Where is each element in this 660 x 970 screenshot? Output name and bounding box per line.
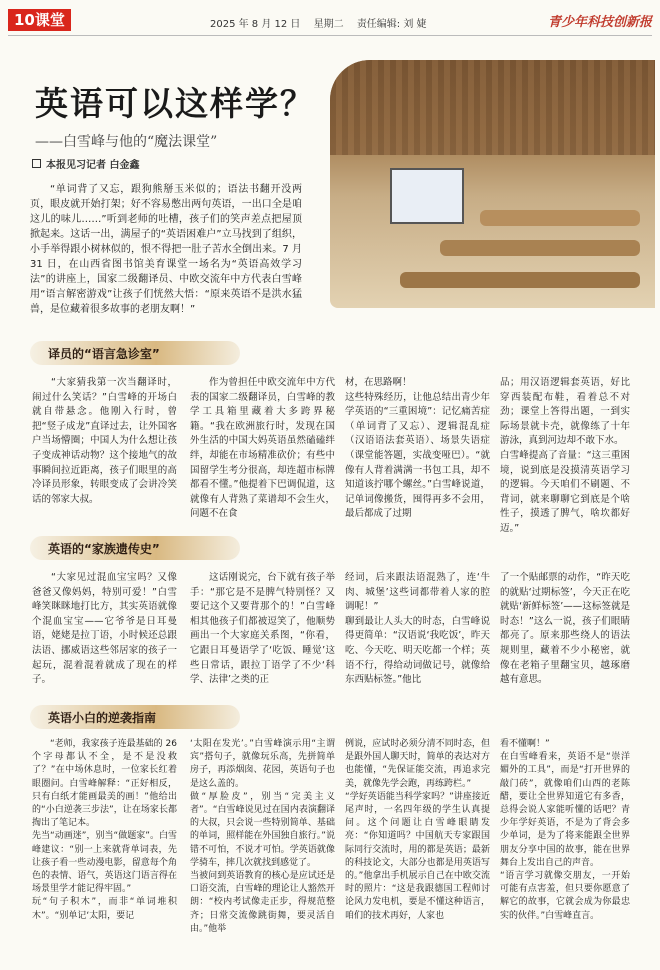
lecture-photo xyxy=(330,60,655,308)
header-divider xyxy=(8,35,652,36)
section-paragraph: 这话刚说完，台下就有孩子举手：“那它是不是脾气特别怪？又要记这个又要背那个的！”白雪峰相其他孩子们都被逗笑了，他顺势画出一个大家庭关系图，“你看，它跟日耳曼语学了‘吃饭、睡觉’这些日常话，跟拉丁语学了不少‘科学、法律’之类的正 xyxy=(190,572,335,686)
section-paragraph: “大家见过混血宝宝吗？又像爸爸又像妈妈，特别可爱！”白雪峰笑眯眯地打比方，其实英语就像个混血宝宝——它爷爷是日耳曼语，姥姥是拉丁语，小时候还总跟法语、挪威语这些邻居家的孩子一起玩，混着混着就成了现在的样子。 xyxy=(32,572,177,686)
section-paragraph: 了一个贴邮票的动作，“昨天吃的就贴‘过期标签’，今天正在吃就贴‘新鲜标签’——这标签就是时态！”这么一说，孩子们眼睛都亮了。原来那些绕人的语法规则里，藏着不少小秘密，就像在老箱子里翻宝贝，越琢磨越有意思。 xyxy=(500,572,630,686)
page-header xyxy=(0,0,660,40)
section-heading-3 xyxy=(30,705,240,729)
section-heading-2 xyxy=(30,536,240,560)
section-heading-text: 英语小白的逆袭指南 xyxy=(48,711,157,725)
section-paragraph: “大家猜我第一次当翻译时，闹过什么笑话？”白雪峰的开场白就自带悬念。他刚入行时，曾把“竖子成龙”直译过去，让外国客户当场懵圈；中国人为什么想让孩子变成神话动物？这个接地气的故事瞬间拉近距离，孩子们眼里的高冷译员形象，转眼变成了会讲冷笑话的邻家大叔。 xyxy=(32,377,177,505)
section-3-column-1 xyxy=(32,738,177,923)
photo-audience-row xyxy=(480,210,640,226)
byline-text: 本报见习记者 白金鑫 xyxy=(46,160,140,171)
section-3-column-2 xyxy=(190,738,335,936)
section-2-column-3 xyxy=(345,571,490,688)
section-paragraph: 例说，应试时必须分清不同时态，但是跟外国人聊天时，简单的表达对方也能懂，“先保证能交流，再追求完美，就像先学会跑，再练跨栏。” “学好英语能当科学家吗？”讲座接近尾声时，一名四年级的学生认真提问。这个问题让白雪峰眼睛发亮：“你知道吗？中国航天专家跟国际同行交流时，用的都是英语；最新的科技论文，大部分也都是用英语写的。”他拿出手机展示自己在中欧交流时的照片：“这是我跟德国工程师讨论风力发电机，要是不懂这种语言，咱们的技术再好，人家也 xyxy=(345,739,490,921)
section-paragraph: 品；用汉语逻辑套英语，好比穿西装配布鞋，看着总不对劲；课堂上答得出题，一到实际场景就卡壳，就像练了十年游泳，真到河边却不敢下水。 白雪峰提高了音量：“这三重困境，说到底是没摸清英语学习的逻辑。今天咱们不刷题、不背词，就来聊聊它到底是个啥性子，摸透了脾气，啥坎都好迈。” xyxy=(500,377,630,534)
section-2-column-2 xyxy=(190,571,335,688)
newspaper-brand-logo: 青少年科技创新报 xyxy=(547,15,652,30)
issue-meta xyxy=(210,15,437,30)
issue-weekday: 星期二 xyxy=(313,19,344,30)
article-byline xyxy=(32,156,139,171)
section-heading-text: 英语的“家族遗传史” xyxy=(48,542,160,556)
photo-audience-row xyxy=(440,240,640,256)
section-heading-text: 译员的“语言急诊室” xyxy=(48,347,160,361)
section-1-column-2 xyxy=(190,376,335,522)
section-1-column-4 xyxy=(500,376,630,537)
photo-wall xyxy=(330,60,655,155)
section-3-column-3 xyxy=(345,738,490,923)
article-intro: “单词背了又忘，跟狗熊掰玉米似的；语法书翻开没两页，眼皮就开始打架；好不容易憋出两句英语，一出口全是咱这儿的味儿……”听到老师的吐槽，孩子们的笑声差点把屋顶掀起来。这话一出，满屋子的“英语困难户”立马找到了组织，小手举得跟小树林似的，恨不得把一肚子苦水全倒出来。7 月 31 日，在山西省图书馆美育课堂一场名为“英语高效学习法”的讲座上，国家二级翻译员、中欧交流年中方代表白雪峰用“语言解密游戏”让孩子们恍然大悟：“原来英语不是洪水猛兽，是位藏着很多故事的老朋友啊！” xyxy=(30,184,302,315)
article-title: 英语可以这样学？ xyxy=(35,84,315,123)
section-paragraph: “老师，我家孩子连最基础的 26 个字母都认不全，是不是没救了？”在中场休息时，一位家长红着眼圈问。白雪峰解释：“正好相反，只有白纸才能画最美的画！”他给出的“小白逆袭三步法”，让在场家长都掏出了笔记本。 先当“动画迷”，别当“做题家”。白雪峰建议：“别一上来就背单词表，先让孩子看一些动漫电影，留意每个角色的表情、语气，英语这门语言得在场景里学才能记得牢固。” 玩“句子积木”，而非“单词堆积木”。“别单记‘太阳，要记 xyxy=(32,739,177,921)
section-2-column-4 xyxy=(500,571,630,688)
page-number-tag: 10课堂 xyxy=(8,9,71,31)
section-heading-1 xyxy=(30,341,240,365)
section-1-column-1 xyxy=(32,376,177,507)
section-paragraph: 看不懂啊！” 在白雪峰看来，英语不是“崇洋媚外的工具”，而是“打开世界的敲门砖”，就像咱们山西的老陈醋，要让全世界知道它有多香，总得会说人家能听懂的话吧？青少年学好英语，不是为了背会多少单词，是为了将来能跟全世界朋友分享中国的故事，能在世界舞台上发出自己的声音。 “语言学习就像交朋友，一开始可能有点害羞，但只要你愿意了解它的故事，它就会成为你最忠实的伙伴。”白雪峰直言。 xyxy=(500,739,630,921)
section-paragraph: 作为曾担任中欧交流年中方代表的国家二级翻译员，白雪峰的教学工具箱里藏着大多跨界秘籍。“我在欧洲旅行时，发现在国外生活的中国大妈英语虽然磕磕绊绊，却能在市场精准砍价；有些中国留学生考分很高，却连超市标牌都看不懂。”他提着下巴调侃道，这就像有人背熟了菜谱却不会生火，问题不在食 xyxy=(190,377,335,520)
photo-audience-row xyxy=(400,272,640,288)
section-2-column-1 xyxy=(32,571,177,688)
issue-editor: 责任编辑: 刘 婕 xyxy=(356,19,427,30)
section-1-column-3 xyxy=(345,376,490,522)
byline-square-icon xyxy=(32,159,41,168)
article-title-area xyxy=(35,78,365,151)
section-paragraph: 材，在思路啊！ 这些特殊经历，让他总结出青少年学英语的“三重困境”：记忆痛苦症（单词背了又忘）、逻辑混乱症（汉语语法套英语）、场景失语症（课堂能答题，实战变哑巴）。“就像有人背着满满一书包工具，却不知道该拧哪个螺丝。”白雪峰说道，记单词像搬货，囤得再多不会用，最后都成了过期 xyxy=(345,377,490,520)
article-subtitle: ——白雪峰与他的“魔法课堂” xyxy=(35,134,218,150)
photo-screen xyxy=(390,168,464,224)
section-paragraph: ‘太阳在发光’。”白雪峰演示用“主谓宾”搭句子，就像玩乐高，先拼简单房子，再添烟囱、花园，英语句子也是这么盖的。 做“厚脸皮”，别当“完美主义者”。“白雪峰说见过在国内表演翻译的大叔，只会说一些特别简单、基础的单词，照样能在外国独自旅行。”说错不可怕，不说才可怕。学英语就像学骑车，摔几次就找到感觉了。 当被问到英语教育的核心是应试还是口语交流，白雪峰的理论让人豁然开朗：“校内考试像走正步，得规范整齐；日常交流像跳街舞，要灵活自由。”他举 xyxy=(190,739,335,934)
section-3-column-4 xyxy=(500,738,630,923)
section-paragraph: 经词，后来跟法语混熟了，连‘牛肉、城堡’这些词都带着人家的腔调呢！” 聊到最让人头大的时态，白雪峰说得更简单：“汉语说‘我吃饭’，昨天吃、今天吃、明天吃都一个样；英语不行，得给动词做记号，就像给东西贴标签。”他比 xyxy=(345,572,490,686)
issue-date: 2025 年 8 月 12 日 xyxy=(210,19,301,30)
